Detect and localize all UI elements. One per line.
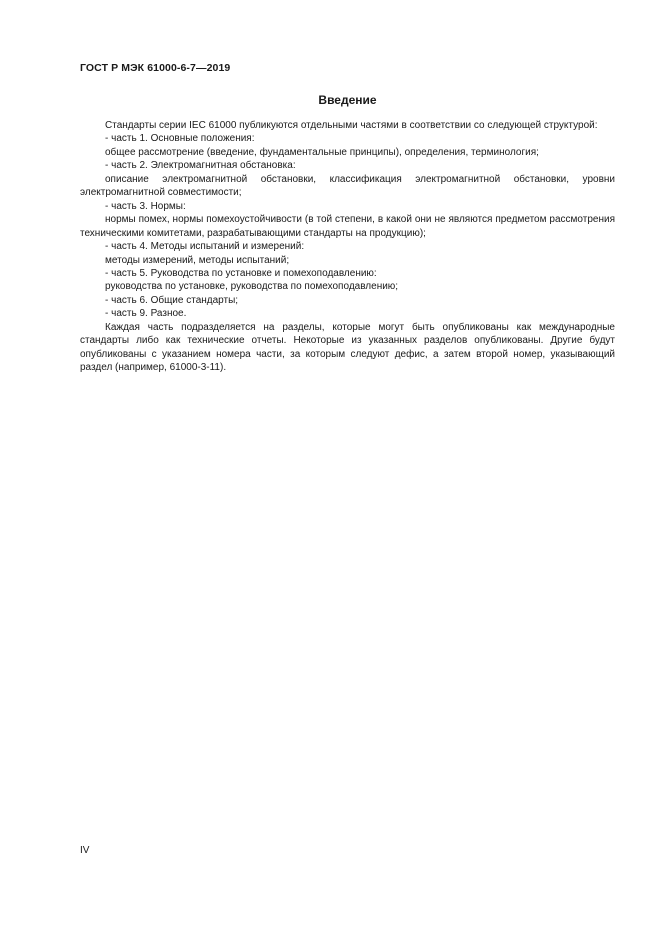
document-body (80, 119, 615, 375)
list-item-part-3-description: нормы помех, нормы помехоустойчивости (в той степени, в какой они не являются предметом рассмотрения техническими комитетами, разрабатывающими стандарты на продукцию); (80, 214, 615, 239)
list-item-part-5: - часть 5. Руководства по установке и помехоподавлению: (105, 267, 377, 279)
list-item-part-5-description: руководства по установке, руководства по помехоподавлению; (105, 281, 399, 293)
list-item-part-2-description: описание электромагнитной обстановки, классификация электромагнитной обстановки, уровни электромагнитной совместимости; (80, 173, 615, 199)
list-item-part-1-description: общее рассмотрение (введение, фундаментальные принципы), определения, терминология; (105, 146, 539, 158)
list-item-part-3: - часть 3. Нормы: (105, 200, 186, 212)
paragraph-structure: Каждая часть подразделяется на разделы, которые могут быть опубликованы как международные стандарты либо как технические отчеты. Некоторые из указанных разделов опубликованы. Другие будут опубликованы с указанием номера части, за которым следуют дефис, а затем второй номер, указывающий раздел (например, 61000-3-11). (80, 321, 615, 374)
list-item-part-9: - часть 9. Разное. (105, 308, 187, 320)
list-item-part-4: - часть 4. Методы испытаний и измерений: (105, 241, 305, 253)
paragraph-intro: Стандарты серии IEC 61000 публикуются отдельными частями в соответствии со следующей структурой: (105, 120, 598, 131)
section-title: Введение (318, 93, 377, 107)
list-item-part-2: - часть 2. Электромагнитная обстановка: (105, 160, 296, 172)
list-item-part-1: - часть 1. Основные положения: (105, 133, 255, 145)
document-code-header: ГОСТ Р МЭК 61000-6-7—2019 (80, 62, 231, 74)
list-item-part-6: - часть 6. Общие стандарты; (105, 294, 239, 306)
list-item-part-4-description: методы измерений, методы испытаний; (105, 254, 290, 266)
page-number: IV (80, 845, 90, 856)
